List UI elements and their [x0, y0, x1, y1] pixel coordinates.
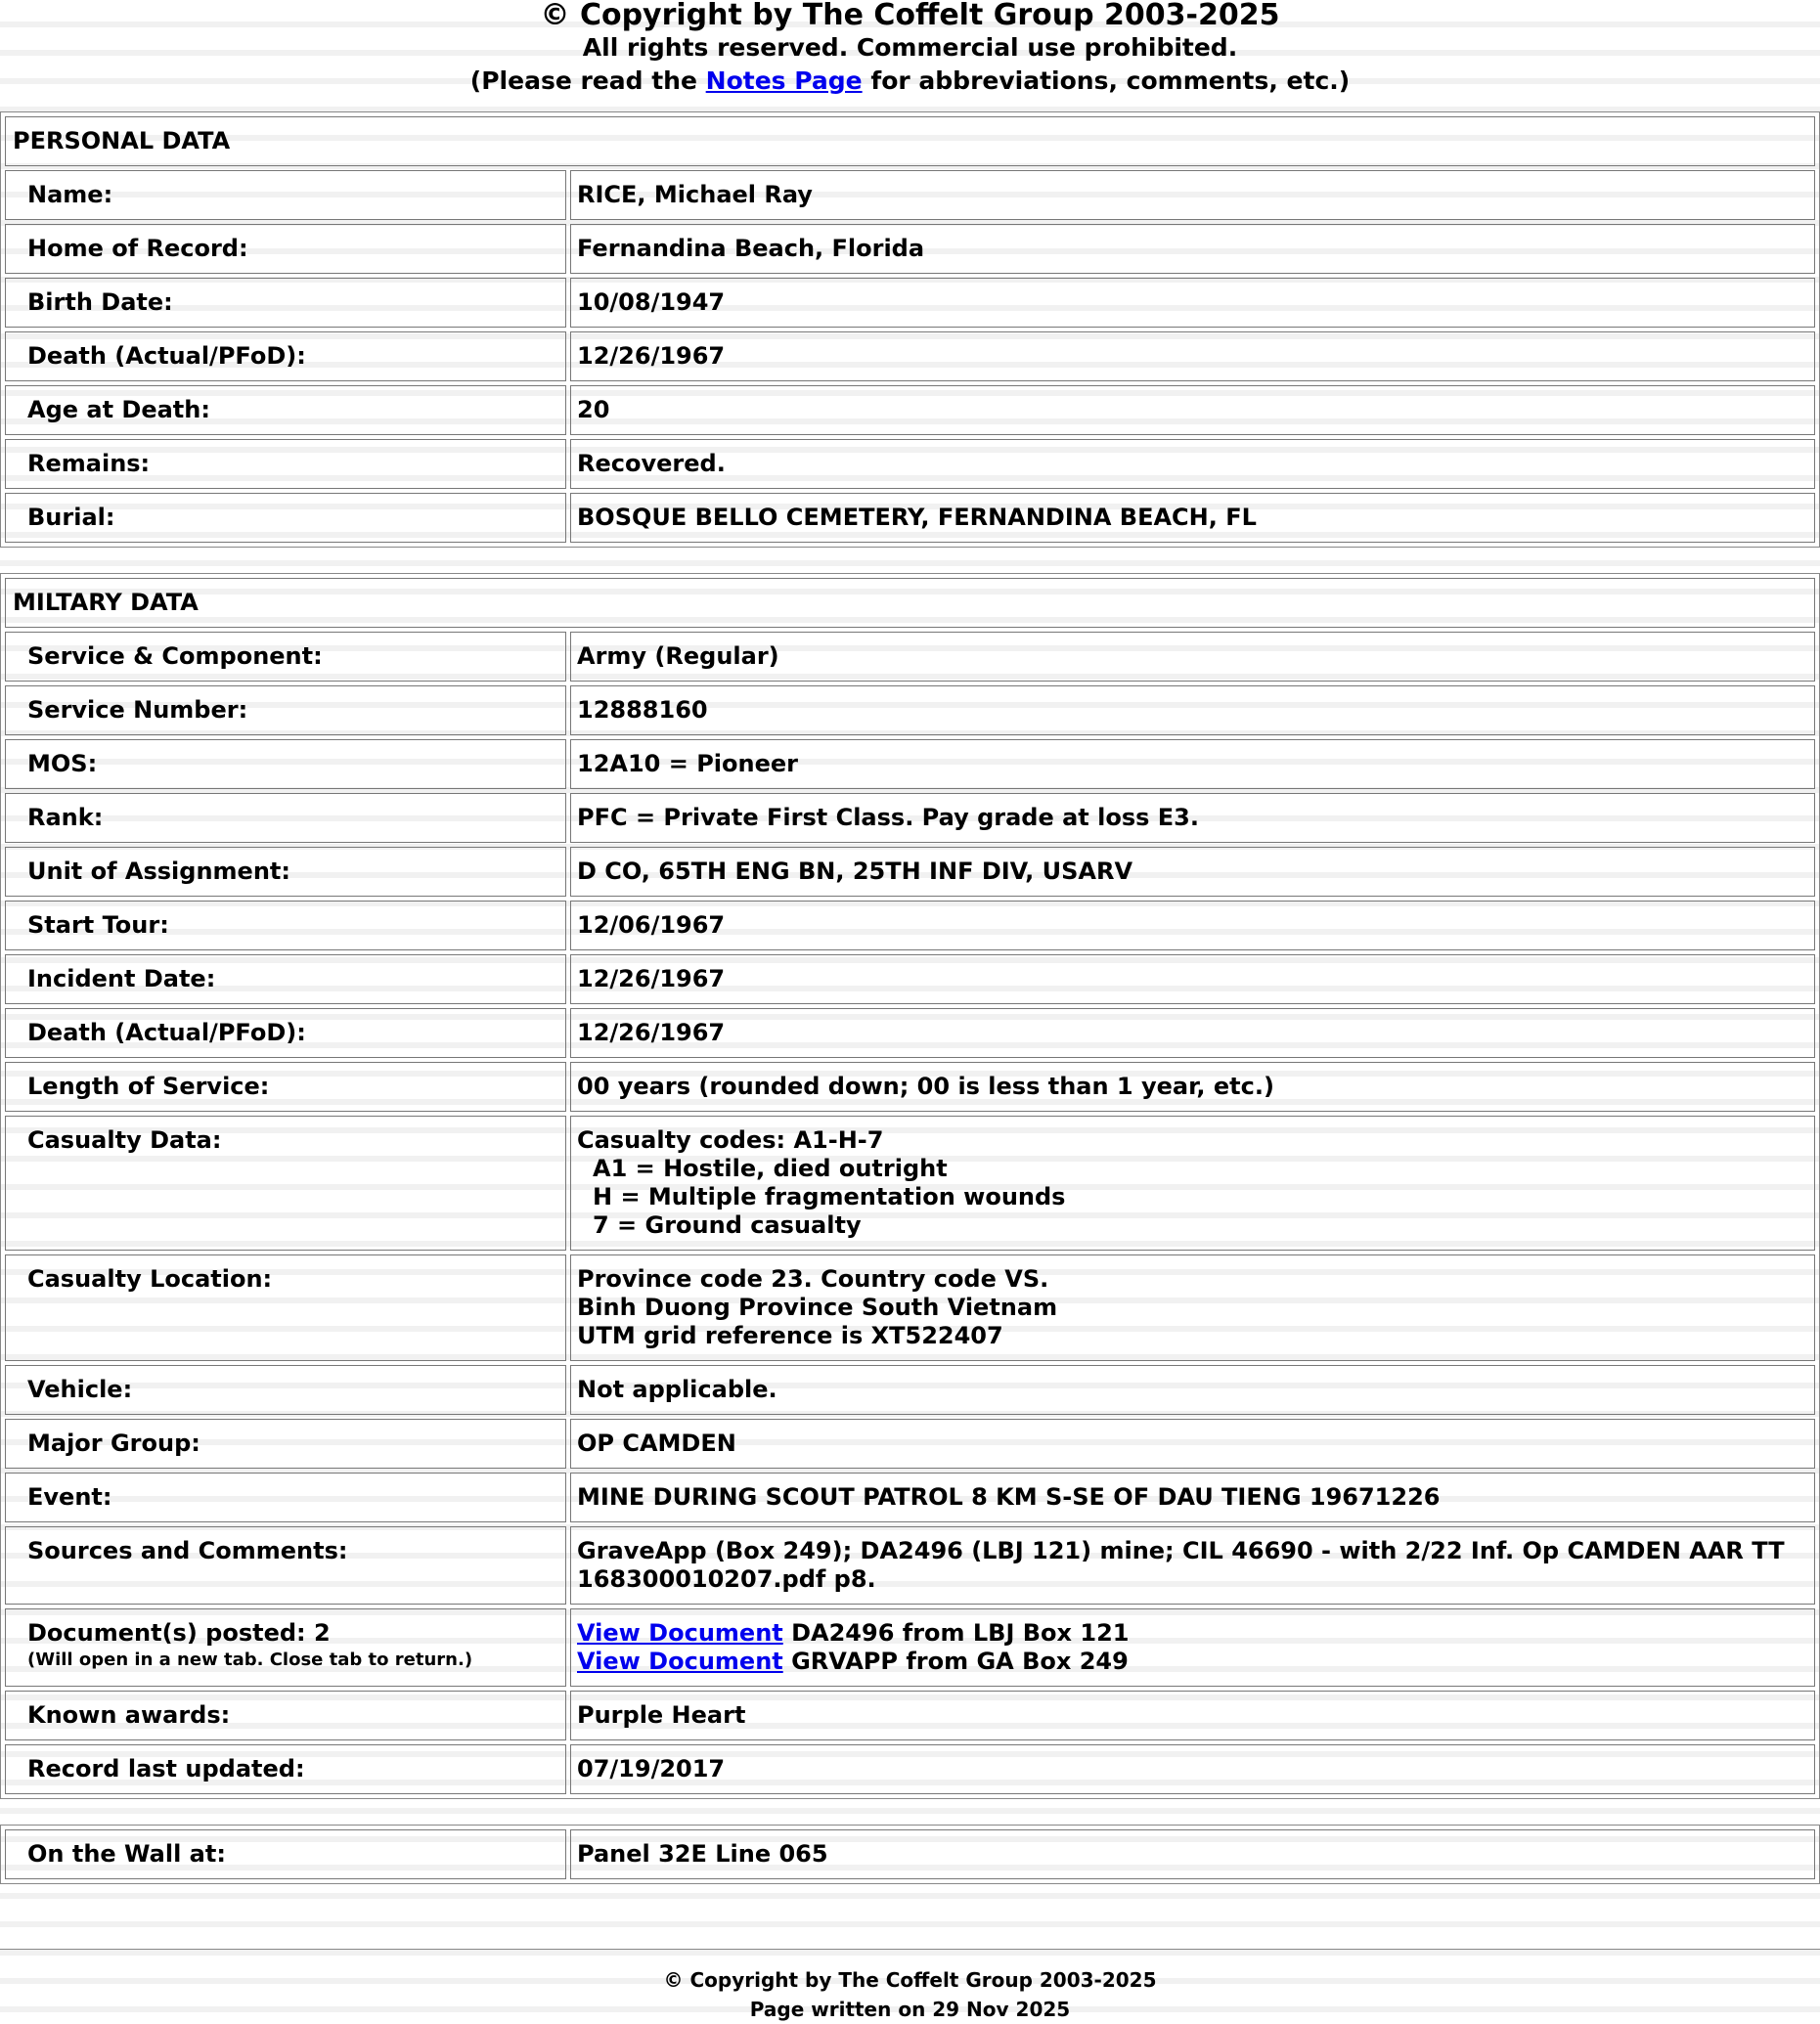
- row-label: Name:: [5, 170, 566, 220]
- row-label: Unit of Assignment:: [5, 847, 566, 897]
- row-value: Not applicable.: [570, 1365, 1815, 1415]
- row-label: Burial:: [5, 493, 566, 543]
- row-value: Purple Heart: [570, 1691, 1815, 1740]
- row-value: 12/26/1967: [570, 331, 1815, 381]
- row-label: Home of Record:: [5, 224, 566, 274]
- table-row: [5, 224, 1815, 274]
- table-row: [5, 632, 1815, 682]
- row-label: Rank:: [5, 793, 566, 843]
- row-value: GraveApp (Box 249); DA2496 (LBJ 121) mine; CIL 46690 - with 2/22 Inf. Op CAMDEN AAR TT 168300010207.pdf p8.: [570, 1526, 1815, 1605]
- table-row: [5, 493, 1815, 543]
- row-label: Death (Actual/PFoD):: [5, 1008, 566, 1058]
- row-value: 12A10 = Pioneer: [570, 739, 1815, 789]
- documents-note: (Will open in a new tab. Close tab to return.): [27, 1650, 473, 1670]
- row-label: MOS:: [5, 739, 566, 789]
- document-item: [577, 1619, 1808, 1648]
- row-value: MINE DURING SCOUT PATROL 8 KM S-SE OF DAU TIENG 19671226: [570, 1473, 1815, 1522]
- row-value: 10/08/1947: [570, 278, 1815, 328]
- table-row: [5, 847, 1815, 897]
- wall-table: [0, 1825, 1820, 1884]
- table-row: [5, 1365, 1815, 1415]
- table-row: [5, 1116, 1815, 1251]
- casualty-code-line: A1 = Hostile, died outright: [593, 1155, 948, 1182]
- row-label: On the Wall at:: [5, 1829, 566, 1879]
- row-value: 00 years (rounded down; 00 is less than 1 year, etc.): [570, 1062, 1815, 1112]
- row-value: Recovered.: [570, 439, 1815, 489]
- view-document-link[interactable]: View Document: [577, 1619, 783, 1647]
- casualty-location-line: Binh Duong Province South Vietnam: [577, 1294, 1058, 1321]
- table-row: [5, 1254, 1815, 1361]
- table-row: [5, 170, 1815, 220]
- row-label: Service Number:: [5, 685, 566, 735]
- notes-suffix: for abbreviations, comments, etc.): [862, 66, 1351, 95]
- notes-notice: [0, 65, 1820, 98]
- row-label: Major Group:: [5, 1419, 566, 1469]
- personal-data-table: [0, 111, 1820, 548]
- table-row: [5, 685, 1815, 735]
- copyright-title: © Copyright by The Coffelt Group 2003-2025: [540, 0, 1280, 32]
- row-label: Age at Death:: [5, 385, 566, 435]
- table-row: [5, 793, 1815, 843]
- footer-written: Page written on 29 Nov 2025: [749, 1998, 1071, 2021]
- notes-page-link[interactable]: Notes Page: [705, 66, 863, 95]
- row-label: Birth Date:: [5, 278, 566, 328]
- section-title-military: MILTARY DATA: [5, 578, 1815, 628]
- military-data-table: [0, 573, 1820, 1799]
- table-row: [5, 439, 1815, 489]
- row-value: Army (Regular): [570, 632, 1815, 682]
- row-label: Incident Date:: [5, 954, 566, 1004]
- table-row: [5, 331, 1815, 381]
- row-label: Known awards:: [5, 1691, 566, 1740]
- rights-notice: All rights reserved. Commercial use prohibited.: [582, 33, 1238, 62]
- row-value: D CO, 65TH ENG BN, 25TH INF DIV, USARV: [570, 847, 1815, 897]
- table-row: [5, 1829, 1815, 1879]
- row-label: Casualty Location:: [5, 1254, 566, 1361]
- documents-posted-label: Document(s) posted: 2: [27, 1619, 331, 1647]
- row-value: Panel 32E Line 065: [570, 1829, 1815, 1879]
- casualty-location-line: Province code 23. Country code VS.: [577, 1265, 1049, 1293]
- table-row: [5, 1691, 1815, 1740]
- row-value: 12/26/1967: [570, 1008, 1815, 1058]
- table-row: [5, 1744, 1815, 1794]
- row-value: BOSQUE BELLO CEMETERY, FERNANDINA BEACH, FL: [570, 493, 1815, 543]
- page-header: [0, 0, 1820, 98]
- table-row: [5, 739, 1815, 789]
- row-label: Service & Component:: [5, 632, 566, 682]
- document-description: DA2496 from LBJ Box 121: [782, 1619, 1130, 1647]
- view-document-link[interactable]: View Document: [577, 1648, 783, 1675]
- table-row: [5, 1526, 1815, 1605]
- row-value: [570, 1608, 1815, 1687]
- casualty-codes: Casualty codes: A1-H-7: [577, 1126, 884, 1154]
- row-label: Sources and Comments:: [5, 1526, 566, 1605]
- casualty-code-line: 7 = Ground casualty: [593, 1211, 862, 1239]
- table-row: [5, 1062, 1815, 1112]
- row-value: PFC = Private First Class. Pay grade at loss E3.: [570, 793, 1815, 843]
- table-row: [5, 385, 1815, 435]
- row-label: Record last updated:: [5, 1744, 566, 1794]
- table-row: [5, 954, 1815, 1004]
- row-value: [570, 1254, 1815, 1361]
- row-label: Remains:: [5, 439, 566, 489]
- table-row: [5, 901, 1815, 950]
- row-label: Death (Actual/PFoD):: [5, 331, 566, 381]
- row-label: Start Tour:: [5, 901, 566, 950]
- table-row: [5, 1473, 1815, 1522]
- document-item: [577, 1648, 1808, 1676]
- row-label: Casualty Data:: [5, 1116, 566, 1251]
- row-value: [570, 1116, 1815, 1251]
- row-value: 07/19/2017: [570, 1744, 1815, 1794]
- document-description: GRVAPP from GA Box 249: [782, 1648, 1129, 1675]
- row-value: 12/26/1967: [570, 954, 1815, 1004]
- row-label: [5, 1608, 566, 1687]
- footer-copyright: © Copyright by The Coffelt Group 2003-2025: [663, 1968, 1157, 1992]
- table-row: [5, 1608, 1815, 1687]
- row-value: 12888160: [570, 685, 1815, 735]
- row-value: RICE, Michael Ray: [570, 170, 1815, 220]
- row-value: 20: [570, 385, 1815, 435]
- casualty-code-line: H = Multiple fragmentation wounds: [593, 1183, 1066, 1210]
- notes-prefix: (Please read the: [469, 66, 706, 95]
- row-label: Event:: [5, 1473, 566, 1522]
- row-label: Length of Service:: [5, 1062, 566, 1112]
- section-title-personal: PERSONAL DATA: [5, 116, 1815, 166]
- casualty-location-line: UTM grid reference is XT522407: [577, 1322, 1003, 1349]
- row-value: Fernandina Beach, Florida: [570, 224, 1815, 274]
- row-value: OP CAMDEN: [570, 1419, 1815, 1469]
- table-row: [5, 1419, 1815, 1469]
- row-label: Vehicle:: [5, 1365, 566, 1415]
- row-value: 12/06/1967: [570, 901, 1815, 950]
- footer: [0, 1949, 1820, 2024]
- table-row: [5, 278, 1815, 328]
- table-row: [5, 1008, 1815, 1058]
